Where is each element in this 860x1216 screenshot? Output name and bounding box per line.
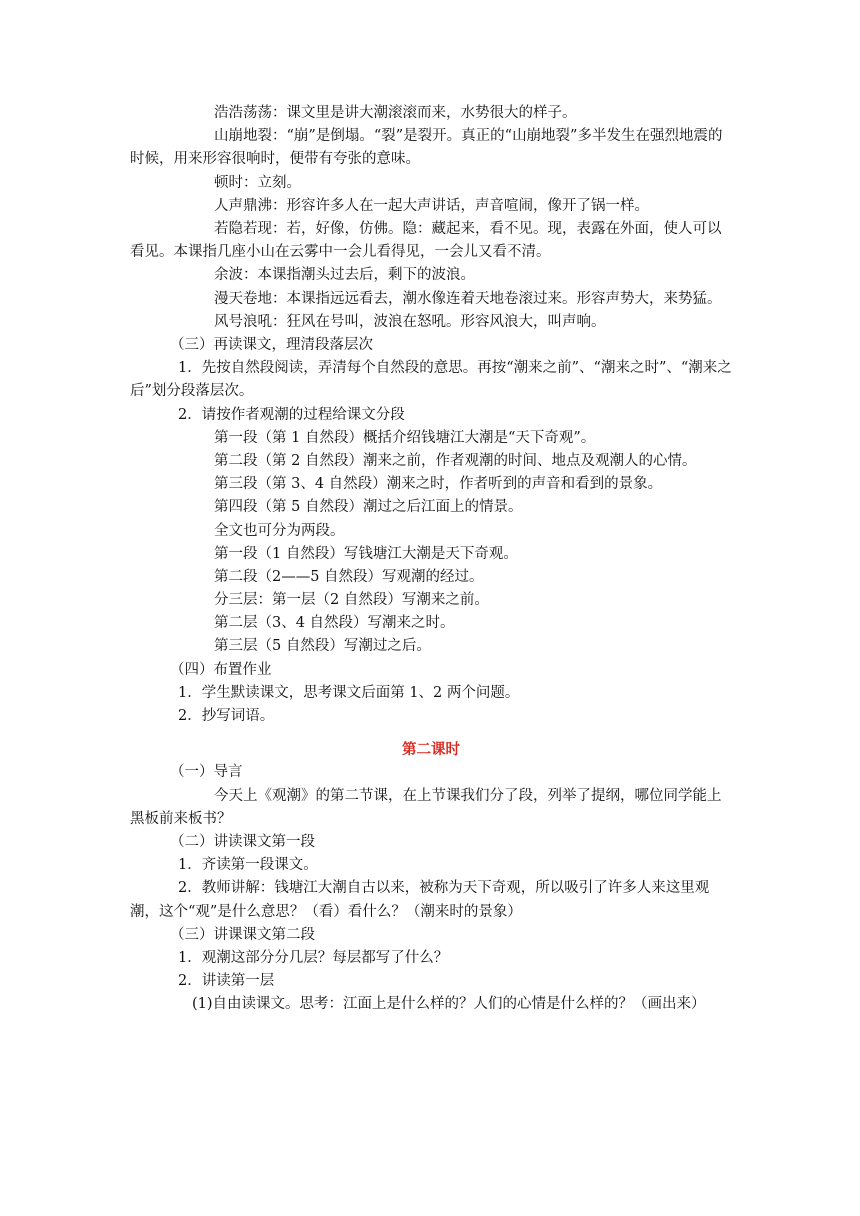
l2-intro: 今天上《观潮》的第二节课，在上节课我们分了段，列举了提纲，哪位同学能上黑板前来板书？ [130, 787, 722, 827]
lesson-2-title: 第二课时 [402, 741, 460, 759]
homework-1: 1．学生默读课文，思考课文后面第 1、2 两个问题。 [178, 684, 520, 701]
document-body [130, 102, 732, 1017]
l2-s3-item-2: 2．讲读第一层 [178, 973, 275, 990]
l2-s3-item-1: 1．观潮这部分分几层？每层都写了什么？ [178, 949, 449, 966]
layer-1: 分三层：第一层（2 自然段）写潮来之前。 [214, 592, 489, 609]
segment-3: 第三段（第 3、4 自然段）潮来之时，作者听到的声音和看到的景象。 [214, 476, 663, 493]
vocab-shanbeng: 山崩地裂：“崩”是倒塌。“裂”是裂开。真正的“山崩地裂”多半发生在强烈地震的时候，用来形容很响时，便带有夸张的意味。 [130, 128, 723, 168]
section-heading-3: （三）再读课文，理清段落层次 [170, 336, 373, 353]
vocab-dunshi: 顿时：立刻。 [214, 174, 301, 191]
two-part-intro: 全文也可分为两段。 [214, 522, 345, 539]
two-part-1: 第一段（1 自然段）写钱塘江大潮是天下奇观。 [214, 545, 518, 562]
section-heading-4: （四）布置作业 [170, 661, 272, 678]
vocab-fenghao: 风号浪吼：狂风在号叫，波浪在怒吼。形容风浪大，叫声响。 [214, 313, 606, 330]
l2-s2-item-1: 1．齐读第一段课文。 [178, 857, 318, 874]
homework-2: 2．抄写词语。 [178, 708, 275, 724]
layer-3: 第三层（5 自然段）写潮过之后。 [214, 638, 431, 655]
vocab-mantian: 漫天卷地：本课指远远看去，潮水像连着天地卷滚过来。形容声势大，来势猛。 [214, 290, 722, 307]
l2-section-1: （一）导言 [170, 764, 243, 781]
vocab-yubo: 余波：本课指潮头过去后，剩下的波浪。 [214, 267, 475, 284]
vocab-rensheng: 人声鼎沸：形容许多人在一起大声讲话，声音喧闹，像开了锅一样。 [214, 197, 649, 214]
list-item-2: 2．请按作者观潮的过程给课文分段 [178, 406, 405, 423]
vocab-ruoyin: 若隐若现：若，好像，仿佛。隐：藏起来，看不见。现，表露在外面，使人可以看见。本课指几座小山在云雾中一会儿看得见，一会儿又看不清。 [130, 220, 722, 261]
l2-section-2: （二）讲读课文第一段 [170, 833, 315, 850]
list-item-1: 1．先按自然段阅读，弄清每个自然段的意思。再按“潮来之前”、“潮来之时”、“潮来之后”划分段落层次。 [130, 360, 732, 400]
l2-s3-sub-1: (1)自由读课文。思考：江面上是什么样的？人们的心情是什么样的？（画出来） [192, 996, 706, 1013]
l2-section-3: （三）讲课课文第二段 [170, 926, 315, 943]
l2-s2-item-2: 2．教师讲解：钱塘江大潮自古以来，被称为天下奇观，所以吸引了许多人来这里观潮，这个“观”是什么意思？（看）看什么？（潮来时的景象） [130, 880, 710, 920]
vocab-haohao: 浩浩荡荡：课文里是讲大潮滚滚而来，水势很大的样子。 [214, 105, 577, 121]
layer-2: 第二层（3、4 自然段）写潮来之时。 [214, 615, 455, 632]
segment-4: 第四段（第 5 自然段）潮过之后江面上的情景。 [214, 499, 523, 516]
segment-2: 第二段（第 2 自然段）潮来之前，作者观潮的时间、地点及观潮人的心情。 [214, 452, 697, 469]
two-part-2: 第二段（2——5 自然段）写观潮的经过。 [214, 568, 484, 585]
segment-1: 第一段（第 1 自然段）概括介绍钱塘江大潮是“天下奇观”。 [214, 429, 596, 446]
